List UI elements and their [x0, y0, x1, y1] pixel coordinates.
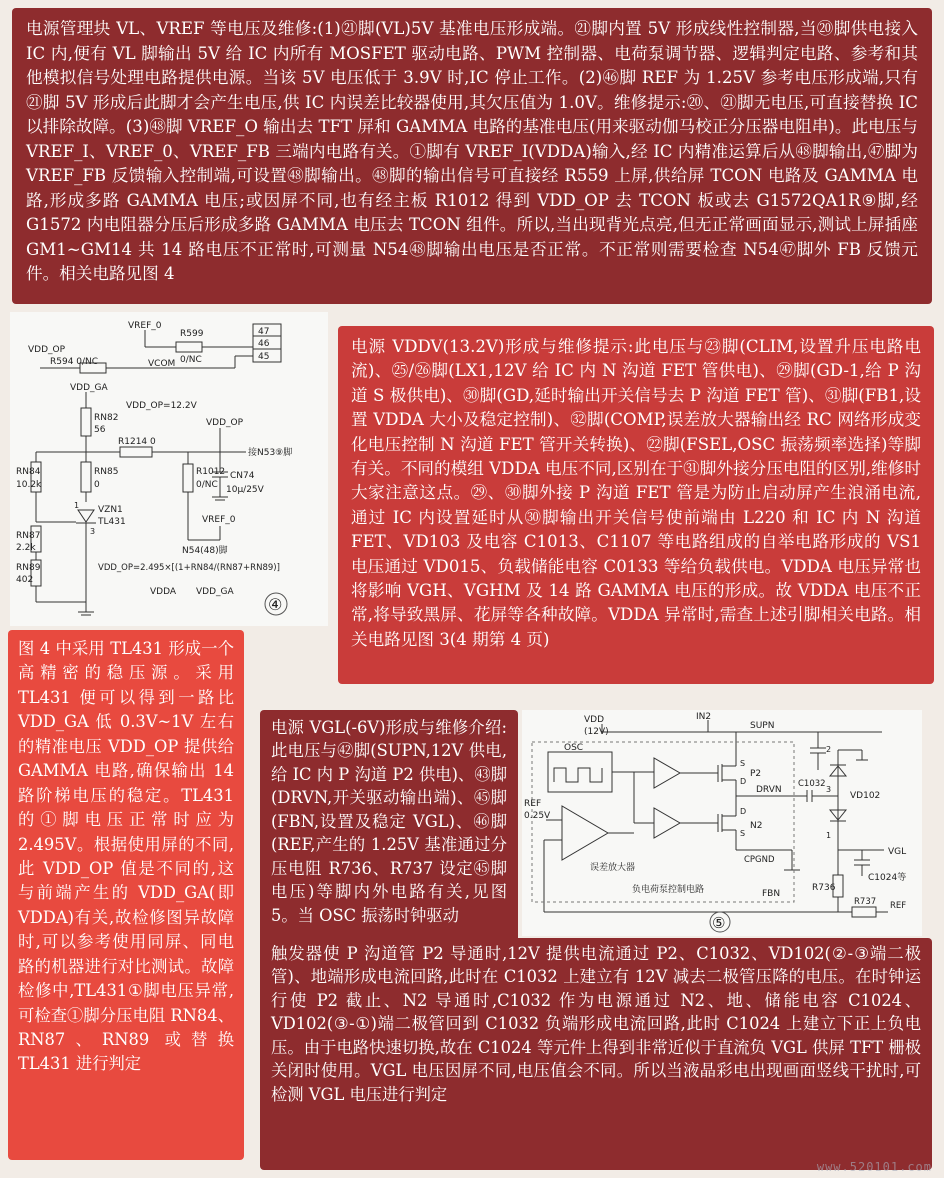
figure-4-schematic — [10, 312, 328, 626]
section-vddv-text: 电源 VDDV(13.2V)形成与维修提示:此电压与㉓脚(CLIM,设置升压电路电流)、㉕/㉖脚(LX1,12V 给 IC 内 N 沟道 FET 管供电)、㉙脚(GD-1,给 P 沟道 S 极供电)、㉚脚(GD,延时输出开关信号去 P 沟道 FET 管)、㉛脚(FB1,设置 VDDA 大小及稳定控制)、㉜脚(COMP,误差放大器输出经 RC 网络形成变化电压控制 N 沟道 FET 管开关转换)、㉒脚(FSEL,OSC 振荡频率选择)等脚有关。不同的模组 VDDA 电压不同,区别在于㉛脚外接分压电阻的区别,维修时大家注意这点。㉙、㉚脚外接 P 沟道 FET 管是为防止启动屏产生浪涌电流,通过 IC 内设置延时从㉚脚输出开关信号使前端由 L220 和 IC 内 N 沟道 FET、VD103 及电容 C1013、C1107 等电路组成的自举电路形成的 VS1 电压通过 VD015、负载储能电容 C0133 等给负载供电。VDDA 电压异常也将影响 VGH、VGHM 及 14 路 GAMMA 电压的形成。故 VDDA 电压不正常,将导致黑屏、花屏等各种故障。VDDA 异常时,需查上述引脚相关电路。相关电路见图 3(4 期第 4 页) — [351, 337, 921, 649]
fig4-n54: N54(48)脚 — [182, 546, 228, 556]
figure-5-circuit — [522, 710, 922, 936]
fig5-ref: REF — [524, 799, 542, 809]
fig5-in2: IN2 — [696, 712, 712, 722]
fig4-to-n53: 接N53⑨脚 — [248, 448, 293, 458]
fig5-charge-pump: 负电荷泵控制电路 — [632, 885, 705, 895]
fig4-rn82: RN82 — [94, 413, 119, 423]
section-vl-vref — [12, 8, 932, 304]
figure-5-schematic — [522, 710, 922, 936]
section-tl431-text: 图 4 中采用 TL431 形成一个高精密的稳压源。采用 TL431 便可以得到一路比 VDD_GA 低 0.3V~1V 左右的精准电压 VDD_OP 提供给 GAMMA 电路,确保输出 14 路阶梯电压的稳定。TL431 的①脚电压正常时应为 2.495V。根据使用屏的不同,此 VDD_OP 值是不同的,这与前端产生的 VDD_GA(即 VDDA)有关,故检修图异故障时,可以参考使用同屏、同电路的机器进行对比测试。故障检修中,TL431①脚电压异常,可检查①脚分压电阻 RN84、RN87、RN89 或替换 TL431 进行判定 — [18, 639, 234, 1074]
fig5-vgl: VGL — [888, 847, 907, 857]
fig4-formula: VDD_OP=2.495×[(1+RN84/(RN87+RN89)] — [98, 563, 280, 573]
fig4-cn74: CN74 — [230, 471, 255, 481]
fig4-rn87: RN87 — [16, 531, 41, 541]
fig4-r1214: R1214 0 — [118, 437, 156, 447]
section-tl431 — [8, 630, 244, 1160]
fig5-s-bot: S — [740, 829, 746, 838]
fig5-c1024: C1024等 — [868, 873, 907, 883]
fig5-drvn: DRVN — [756, 785, 782, 795]
section-vgl-top — [260, 710, 518, 942]
fig4-vdda: VDDA — [150, 587, 177, 597]
figure-4-circuit — [10, 312, 328, 626]
fig5-p2: P2 — [750, 769, 762, 779]
fig4-vzn1: VZN1 — [98, 505, 123, 515]
fig4-rn89-val: 402 — [16, 575, 34, 585]
fig4-r599: R599 — [180, 329, 204, 339]
fig5-vdd-12v: (12V) — [584, 727, 609, 737]
fig5-err-amp: 误差放大器 — [590, 863, 636, 873]
fig5-d-bot: D — [740, 807, 747, 816]
fig4-vdd-op-right: VDD_OP — [206, 418, 244, 428]
fig4-vref0-top: VREF_0 — [128, 321, 162, 331]
fig4-pin3: 3 — [90, 527, 96, 536]
fig4-tl431: TL431 — [98, 517, 126, 527]
section-vgl-bottom — [260, 938, 932, 1170]
fig4-pin47: 47 — [258, 327, 270, 337]
fig4-r594: R594 0/NC — [50, 357, 99, 367]
section-vl-vref-text: 电源管理块 VL、VREF 等电压及维修:(1)㉑脚(VL)5V 基准电压形成端。㉑脚内置 5V 形成线性控制器,当⑳脚供电接入 IC 内,便有 VL 脚输出 5V 给 IC 内所有 MOSFET 驱动电路、PWM 控制器、电荷泵调节器、逻辑判定电路、参考和其他模拟信号处理电路提供电源。当该 5V 电压低于 3.9V 时,IC 停止工作。(2)㊻脚 REF 为 1.25V 参考电压形成端,只有㉑脚 5V 形成后此脚才会产生电压,供 IC 内误差比较器使用,其欠压值为 1.0V。维修提示:⑳、㉑脚无电压,可直接替换 IC 以排除故障。(3)㊽脚 VREF_O 输出去 TFT 屏和 GAMMA 电路的基准电压(用来驱动伽马校正分压器电阻串)。此电压与 VREF_I、VREF_0、VREF_FB 三端内电路有关。①脚有 VREF_I(VDDA)输入,经 IC 内精准运算后从㊽脚输出,㊼脚为 VREF_FB 反馈输入控制端,可设置㊽脚输出。㊽脚的输出信号可直接经 R559 上屏,供给屏 TCON 电路及 GAMMA 电路,形成多路 GAMMA 电压;或因屏不同,也有经主板 R1012 得到 VDD_OP 去 TCON 板或去 G1572QA1R⑨脚,经 G1572 内电阻器分压后形成多路 GAMMA 电压去 TCON 组件。所以,当出现背光点亮,但无正常画面显示,测试上屏插座 GM1~GM14 共 14 路电压不正常时,可测量 N54㊽脚输出电压是否正常。不正常则需要检查 N54㊼脚外 FB 反馈元件。相关电路见图 4 — [26, 19, 918, 284]
fig4-rn85: RN85 — [94, 467, 119, 477]
fig4-r1012-val: 0/NC — [196, 480, 218, 490]
fig5-pin3: 3 — [826, 785, 832, 794]
fig4-vcom: VCOM — [148, 359, 176, 369]
fig5-pin1: 1 — [826, 831, 832, 840]
fig5-supn: SUPN — [750, 721, 775, 731]
fig4-r599-val: 0/NC — [180, 355, 202, 365]
fig4-vdd-op-eq: VDD_OP=12.2V — [126, 401, 197, 411]
fig4-pin45: 45 — [258, 352, 270, 362]
fig4-vdd-op-left: VDD_OP — [28, 345, 66, 355]
fig5-ref-val: 0.25V — [524, 811, 551, 821]
fig5-ref-out: REF — [890, 901, 907, 911]
fig4-rn84: RN84 — [16, 467, 41, 477]
fig5-cpgnd: CPGND — [744, 855, 775, 865]
fig4-rn85-val: 0 — [94, 480, 100, 490]
fig4-number: ④ — [268, 595, 283, 614]
fig5-osc: OSC — [564, 743, 584, 753]
fig5-c1032: C1032 — [798, 779, 826, 789]
fig4-rn89: RN89 — [16, 563, 41, 573]
section-vgl-text-bottom: 触发器使 P 沟道管 P2 导通时,12V 提供电流通过 P2、C1032、VD102(②-③端二极管)、地端形成电流回路,此时在 C1032 上建立有 12V 减去二极管压降的电压。在时钟运行使 P2 截止、N2 导通时,C1032 作为电源通过 N2、地、储能电容 C1024、VD102(③-①)端二极管回到 C1032 负端形成电流回路,此时 C1024 上建立下正上负电压。由于电路快速切换,故在 C1024 等元件上得到非常近似于直流负 VGL 供屏 TFT 栅极关闭时使用。VGL 电压因屏不同,电压值会不同。所以当液晶彩电出现画面竖线干扰时,可检测 VGL 电压进行判定 — [271, 944, 921, 1104]
fig5-fbn: FBN — [762, 889, 781, 899]
fig5-s-top: S — [740, 759, 746, 768]
fig4-rn87-val: 2.2k — [16, 543, 36, 553]
fig5-r736: R736 — [812, 883, 836, 893]
fig4-vref0-bottom: VREF_0 — [202, 515, 236, 525]
fig4-rn82-val: 56 — [94, 425, 106, 435]
fig4-r1012: R1012 — [196, 467, 226, 477]
fig4-vdd-ga: VDD_GA — [70, 383, 108, 393]
fig5-d-top: D — [740, 777, 747, 786]
fig5-n2: N2 — [750, 821, 763, 831]
fig5-vd102: VD102 — [850, 791, 881, 801]
fig5-r737: R737 — [854, 897, 877, 907]
fig4-vdd-ga-bottom: VDD_GA — [196, 587, 234, 597]
fig4-rn84-val: 10.2k — [16, 480, 42, 490]
fig4-cn74-val: 10μ/25V — [226, 485, 264, 495]
fig5-number: ⑤ — [712, 914, 726, 932]
fig5-vdd: VDD — [584, 715, 605, 725]
section-vddv — [338, 326, 934, 684]
watermark: www.520101.com — [816, 1160, 932, 1174]
fig5-pin2: 2 — [826, 745, 832, 754]
fig4-pin1: 1 — [74, 501, 80, 510]
fig4-pin46: 46 — [258, 339, 270, 349]
section-vgl-text-top: 电源 VGL(-6V)形成与维修介绍:此电压与㊷脚(SUPN,12V 供电,给 IC 内 P 沟道 P2 供电)、㊸脚(DRVN,开关驱动输出端)、㊺脚(FBN,设置及稳定 VGL)、㊻脚(REF,产生的 1.25V 基准通过分压电阻 R736、R737 设定㊺脚电压)等脚内外电路有关,见图 5。当 OSC 振荡时钟驱动 — [271, 718, 507, 925]
